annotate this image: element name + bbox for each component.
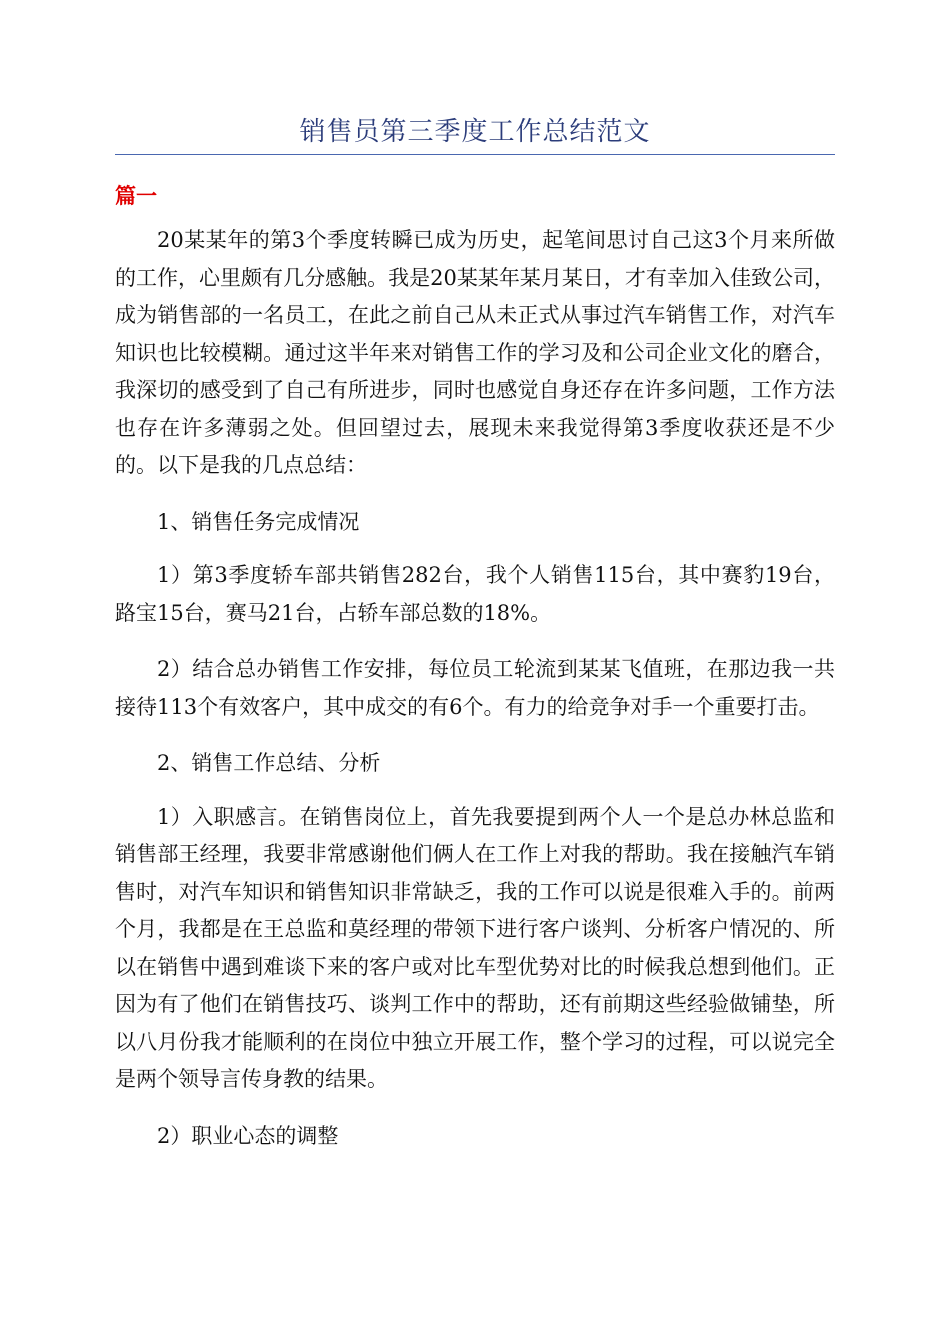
paragraph-sales-figures: 1）第3季度轿车部共销售282台，我个人销售115台，其中赛豹19台，路宝15台，赛马21台，占轿车部总数的18%。: [115, 563, 835, 625]
subheading-mindset: 2）职业心态的调整: [157, 1123, 339, 1148]
subheading-sales-task: 1、销售任务完成情况: [157, 509, 360, 534]
document-title: 销售员第三季度工作总结范文: [299, 117, 651, 147]
subheading-sales-analysis: 2、销售工作总结、分析: [157, 751, 381, 775]
title-underline: [115, 154, 835, 155]
document-body: [115, 222, 835, 1171]
section-heading: 篇一: [115, 183, 157, 208]
paragraph-onboarding: 1）入职感言。在销售岗位上，首先我要提到两个人一个是总办林总监和销售部王经理，我要非常感谢他们俩人在工作上对我的帮助。我在接触汽车销售时，对汽车知识和销售知识非常缺乏，我的工作可以说是很难入手的。前两个月，我都是在王总监和莫经理的带领下进行客户谈判、分析客户情况的、所以在销售中遇到难谈下来的客户或对比车型优势对比的时候我总想到他们。正因为有了他们在销售技巧、谈判工作中的帮助，还有前期这些经验做铺垫，所以八月份我才能顺利的在岗位中独立开展工作，整个学习的过程，可以说完全是两个领导言传身教的结果。: [115, 804, 835, 1091]
paragraph-duty-customers: 2）结合总办销售工作安排，每位员工轮流到某某飞值班，在那边我一共接待113个有效客户，其中成交的有6个。有力的给竞争对手一个重要打击。: [115, 657, 835, 719]
intro-paragraph: 20某某年的第3个季度转瞬已成为历史，起笔间思讨自己这3个月来所做的工作，心里颇有几分感触。我是20某某年某月某日，才有幸加入佳致公司，成为销售部的一名员工，在此之前自己从未正式从事过汽车销售工作，对汽车知识也比较模糊。通过这半年来对销售工作的学习及和公司企业文化的磨合，我深切的感受到了自己有所进步，同时也感觉自身还存在许多问题，工作方法也存在许多薄弱之处。但回望过去，展现未来我觉得第3季度收获还是不少的。以下是我的几点总结：: [115, 228, 835, 477]
